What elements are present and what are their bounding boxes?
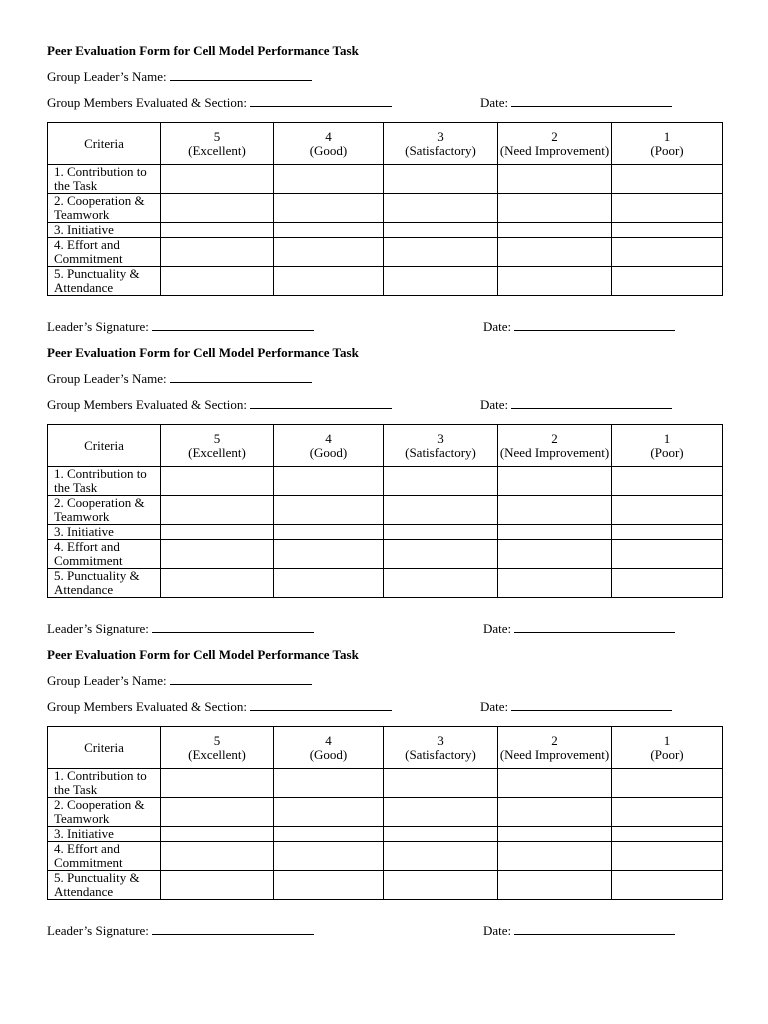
date-label: Date: [480, 699, 509, 714]
members-field[interactable] [250, 397, 392, 409]
criteria-cell: 2. Cooperation & Teamwork [48, 798, 161, 827]
rating-cell[interactable] [274, 165, 384, 194]
score-desc: (Need Improvement) [499, 444, 610, 460]
rating-cell[interactable] [498, 769, 612, 798]
rating-cell[interactable] [612, 467, 723, 496]
rating-cell[interactable] [384, 871, 498, 900]
leader-name-field[interactable] [170, 673, 312, 685]
rating-cell[interactable] [612, 871, 723, 900]
rating-cell[interactable] [498, 467, 612, 496]
signature-label: Leader’s Signature: [47, 923, 149, 938]
date-label: Date: [480, 397, 509, 412]
rating-cell[interactable] [161, 842, 274, 871]
rating-cell[interactable] [161, 467, 274, 496]
rating-cell[interactable] [384, 467, 498, 496]
score-value: 2 [551, 430, 558, 446]
rating-cell[interactable] [274, 496, 384, 525]
rating-cell[interactable] [161, 238, 274, 267]
date-row [480, 699, 672, 715]
table-row [48, 769, 723, 798]
score-header [274, 727, 384, 769]
score-header [498, 425, 612, 467]
table-row [48, 267, 723, 296]
signature-date-field[interactable] [514, 319, 675, 331]
rating-cell[interactable] [498, 194, 612, 223]
rating-cell[interactable] [274, 569, 384, 598]
score-value: 5 [213, 128, 221, 144]
signature-date-label: Date: [483, 621, 512, 636]
criteria-cell: 5. Punctuality & Attendance [48, 871, 161, 900]
rating-cell[interactable] [161, 525, 274, 540]
criteria-cell: 2. Cooperation & Teamwork [48, 496, 161, 525]
rating-cell[interactable] [498, 827, 612, 842]
criteria-cell: 5. Punctuality & Attendance [48, 569, 161, 598]
leader-name-row [47, 69, 312, 85]
score-value: 3 [437, 732, 444, 748]
score-desc: (Good) [309, 444, 348, 460]
score-value: 2 [551, 128, 558, 144]
score-desc: (Poor) [650, 444, 684, 460]
date-row [480, 397, 672, 413]
score-value: 4 [325, 732, 332, 748]
score-desc: (Need Improvement) [499, 142, 610, 158]
score-header [161, 123, 274, 165]
signature-row [47, 319, 314, 335]
rating-cell[interactable] [384, 267, 498, 296]
signature-label: Leader’s Signature: [47, 319, 149, 334]
members-row [47, 699, 392, 715]
rating-cell[interactable] [161, 769, 274, 798]
rating-cell[interactable] [161, 267, 274, 296]
members-row [47, 397, 392, 413]
signature-date-row [483, 621, 675, 637]
members-label: Group Members Evaluated & Section: [47, 397, 248, 412]
score-desc: (Need Improvement) [499, 746, 610, 762]
date-field[interactable] [511, 397, 672, 409]
rating-cell[interactable] [384, 827, 498, 842]
rating-cell[interactable] [612, 238, 723, 267]
criteria-cell: 3. Initiative [48, 525, 161, 540]
score-desc: (Satisfactory) [405, 444, 476, 460]
rating-cell[interactable] [498, 238, 612, 267]
leader-name-field[interactable] [170, 69, 312, 81]
rating-cell[interactable] [274, 871, 384, 900]
members-label: Group Members Evaluated & Section: [47, 699, 248, 714]
signature-date-row [483, 319, 675, 335]
score-header [161, 727, 274, 769]
score-header [384, 727, 498, 769]
rating-cell[interactable] [384, 525, 498, 540]
rating-cell[interactable] [612, 496, 723, 525]
rating-cell[interactable] [274, 238, 384, 267]
rating-cell[interactable] [384, 798, 498, 827]
leader-name-row [47, 371, 312, 387]
score-value: 2 [551, 732, 558, 748]
rating-cell[interactable] [612, 194, 723, 223]
criteria-cell: 3. Initiative [48, 827, 161, 842]
score-value: 3 [437, 128, 444, 144]
members-field[interactable] [250, 95, 392, 107]
score-desc: (Poor) [650, 142, 684, 158]
date-label: Date: [480, 95, 509, 110]
score-header [274, 123, 384, 165]
rating-cell[interactable] [612, 267, 723, 296]
rating-cell[interactable] [612, 165, 723, 194]
score-desc: (Excellent) [188, 444, 246, 460]
rating-cell[interactable] [384, 769, 498, 798]
table-row [48, 238, 723, 267]
signature-date-field[interactable] [514, 621, 675, 633]
table-row [48, 798, 723, 827]
date-row [480, 95, 672, 111]
signature-field[interactable] [152, 621, 314, 633]
signature-date-label: Date: [483, 923, 512, 938]
leader-name-label: Group Leader’s Name: [47, 371, 167, 386]
rating-cell[interactable] [274, 842, 384, 871]
criteria-cell: 1. Contribution to the Task [48, 769, 161, 798]
criteria-cell: 5. Punctuality & Attendance [48, 267, 161, 296]
rating-cell[interactable] [161, 223, 274, 238]
date-field[interactable] [511, 699, 672, 711]
score-desc: (Poor) [650, 746, 684, 762]
rating-cell[interactable] [384, 223, 498, 238]
rating-cell[interactable] [274, 798, 384, 827]
leader-name-row [47, 673, 312, 689]
signature-date-label: Date: [483, 319, 512, 334]
score-desc: (Good) [309, 142, 348, 158]
table-row [48, 540, 723, 569]
score-value: 5 [213, 430, 221, 446]
criteria-header: Criteria [48, 123, 161, 165]
score-value: 1 [663, 430, 671, 446]
rating-cell[interactable] [161, 194, 274, 223]
score-header [612, 727, 723, 769]
table-row [48, 525, 723, 540]
score-header [384, 425, 498, 467]
rating-cell[interactable] [161, 827, 274, 842]
criteria-cell: 4. Effort and Commitment [48, 540, 161, 569]
leader-name-label: Group Leader’s Name: [47, 673, 167, 688]
table-row [48, 194, 723, 223]
evaluation-table [47, 726, 723, 900]
rating-cell[interactable] [612, 540, 723, 569]
rating-cell[interactable] [612, 769, 723, 798]
score-header [612, 425, 723, 467]
score-value: 5 [213, 732, 221, 748]
criteria-cell: 1. Contribution to the Task [48, 165, 161, 194]
rating-cell[interactable] [498, 842, 612, 871]
table-row [48, 569, 723, 598]
signature-label: Leader’s Signature: [47, 621, 149, 636]
rating-cell[interactable] [161, 871, 274, 900]
criteria-cell: 1. Contribution to the Task [48, 467, 161, 496]
score-value: 4 [325, 430, 332, 446]
rating-cell[interactable] [498, 525, 612, 540]
members-label: Group Members Evaluated & Section: [47, 95, 248, 110]
criteria-cell: 4. Effort and Commitment [48, 238, 161, 267]
score-desc: (Satisfactory) [405, 746, 476, 762]
rating-cell[interactable] [274, 267, 384, 296]
criteria-header: Criteria [48, 727, 161, 769]
score-header [498, 123, 612, 165]
score-value: 3 [437, 430, 444, 446]
rating-cell[interactable] [498, 165, 612, 194]
score-desc: (Excellent) [188, 142, 246, 158]
score-header [274, 425, 384, 467]
form-title: Peer Evaluation Form for Cell Model Performance Task [47, 345, 359, 360]
signature-date-field[interactable] [514, 923, 675, 935]
score-header [498, 727, 612, 769]
score-header [384, 123, 498, 165]
rating-cell[interactable] [161, 540, 274, 569]
rating-cell[interactable] [274, 467, 384, 496]
signature-row [47, 621, 314, 637]
criteria-cell: 3. Initiative [48, 223, 161, 238]
rating-cell[interactable] [384, 496, 498, 525]
rating-cell[interactable] [498, 267, 612, 296]
rating-cell[interactable] [384, 165, 498, 194]
table-row [48, 496, 723, 525]
score-desc: (Satisfactory) [405, 142, 476, 158]
score-desc: (Good) [309, 746, 348, 762]
table-row [48, 827, 723, 842]
rating-cell[interactable] [498, 540, 612, 569]
signature-date-row [483, 923, 675, 939]
table-header-row [48, 123, 723, 165]
score-value: 1 [663, 732, 671, 748]
rating-cell[interactable] [384, 194, 498, 223]
table-row [48, 165, 723, 194]
leader-name-field[interactable] [170, 371, 312, 383]
score-header [161, 425, 274, 467]
rating-cell[interactable] [384, 238, 498, 267]
rating-cell[interactable] [274, 194, 384, 223]
score-desc: (Excellent) [188, 746, 246, 762]
rating-cell[interactable] [612, 223, 723, 238]
signature-row [47, 923, 314, 939]
table-header-row [48, 727, 723, 769]
rating-cell[interactable] [274, 525, 384, 540]
table-row [48, 842, 723, 871]
signature-field[interactable] [152, 923, 314, 935]
table-row [48, 871, 723, 900]
rating-cell[interactable] [498, 871, 612, 900]
criteria-cell: 2. Cooperation & Teamwork [48, 194, 161, 223]
rating-cell[interactable] [612, 842, 723, 871]
rating-cell[interactable] [498, 569, 612, 598]
rating-cell[interactable] [274, 223, 384, 238]
signature-field[interactable] [152, 319, 314, 331]
rating-cell[interactable] [384, 842, 498, 871]
criteria-cell: 4. Effort and Commitment [48, 842, 161, 871]
members-row [47, 95, 392, 111]
rating-cell[interactable] [612, 827, 723, 842]
rating-cell[interactable] [161, 569, 274, 598]
rating-cell[interactable] [612, 525, 723, 540]
score-value: 1 [663, 128, 671, 144]
rating-cell[interactable] [274, 540, 384, 569]
rating-cell[interactable] [612, 569, 723, 598]
rating-cell[interactable] [161, 798, 274, 827]
evaluation-table [47, 424, 723, 598]
rating-cell[interactable] [498, 798, 612, 827]
rating-cell[interactable] [498, 223, 612, 238]
rating-cell[interactable] [498, 496, 612, 525]
form-title: Peer Evaluation Form for Cell Model Performance Task [47, 43, 359, 58]
rating-cell[interactable] [384, 540, 498, 569]
members-field[interactable] [250, 699, 392, 711]
leader-name-label: Group Leader’s Name: [47, 69, 167, 84]
score-value: 4 [325, 128, 332, 144]
rating-cell[interactable] [274, 827, 384, 842]
rating-cell[interactable] [161, 165, 274, 194]
rating-cell[interactable] [612, 798, 723, 827]
table-row [48, 467, 723, 496]
rating-cell[interactable] [274, 769, 384, 798]
table-header-row [48, 425, 723, 467]
score-header [612, 123, 723, 165]
evaluation-table [47, 122, 723, 296]
rating-cell[interactable] [384, 569, 498, 598]
criteria-header: Criteria [48, 425, 161, 467]
form-title: Peer Evaluation Form for Cell Model Performance Task [47, 647, 359, 662]
rating-cell[interactable] [161, 496, 274, 525]
table-row [48, 223, 723, 238]
date-field[interactable] [511, 95, 672, 107]
